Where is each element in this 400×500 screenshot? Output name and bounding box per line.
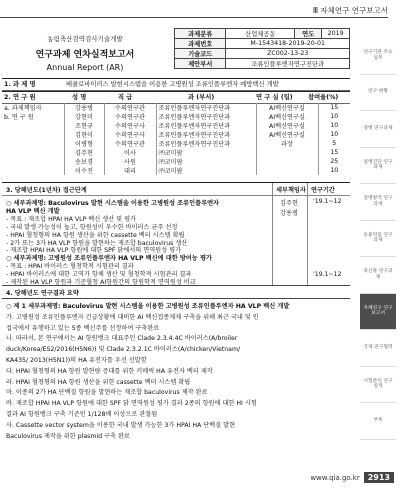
meta-row <box>175 49 350 59</box>
section-3-line: ○ 세부과제명: 고병원성 조류인플루엔자 HA VLP 백신에 대한 방어능 평가 <box>6 255 212 263</box>
staff-dept: 조류인플루엔자연구진단과 <box>156 103 256 112</box>
page-number: 2913 <box>364 472 394 483</box>
section-4-line: 사. Cassette vector system을 이용한 국내 발생 가능한 3가 HPAI HA 단백질 발현 <box>6 421 236 429</box>
staff-pct: 10 <box>330 167 339 174</box>
section-3-line: - 제작된 HA VLP 항원과 기준혈청 AI항원간의 항원학적 면역원성 비교 <box>6 279 196 286</box>
col-dept: 과 (부서) <box>188 94 215 101</box>
responsible-1: 김주현 <box>280 200 298 207</box>
staff-dept: ㈜코미팜 <box>156 148 256 157</box>
staff-row <box>2 103 350 112</box>
staff-table <box>2 103 350 175</box>
meta-value: 조류인플루엔자연구진단과 <box>226 59 350 69</box>
staff-row <box>2 148 350 157</box>
col-responsible: 세부책임자 <box>276 187 306 194</box>
meta-table <box>174 28 350 69</box>
project-title: 배큘로바이러스 발현시스템을 이용한 고병원성 조류인플루엔자 예방백신 개발 <box>66 81 279 88</box>
staff-team: 과장 <box>256 139 318 148</box>
staff-rank: 대리 <box>104 166 156 175</box>
staff-role: a. 과제책임자 <box>2 103 64 112</box>
staff-dept: 조류인플루엔자연구진단과 <box>156 112 256 121</box>
section-4-line: ○ 제 1 세부과제명: Baculovirus 발현 시스템을 이용한 고병원성 조류인플루엔자 HA VLP 백신 개발 <box>6 303 290 310</box>
section-1-bar <box>2 78 350 91</box>
staff-pct: 10 <box>330 113 339 120</box>
staff-team: AI백신연구실 <box>256 130 318 139</box>
staff-rank: 수의연구사 <box>104 121 156 130</box>
section-4-line: duck/Korea/ES2/2016(H5N6)) 및 Clade 2.3.2.1C 바이러스(A/chicken/Vietnam/ <box>6 346 241 354</box>
staff-rank: 수의연구관 <box>104 103 156 112</box>
staff-row <box>2 166 350 175</box>
section-3-line: - 목표 : HPAI 바이러스 혈청학적 시험관리 결과 <box>6 263 134 271</box>
section-4-line: 마. 이종의 2가 HA 단백질 항원을 발현하는 재조합 baculovirus 제작 완료 <box>6 389 208 397</box>
org-name: 농림축산검역검사기술개발 <box>47 35 123 43</box>
staff-rank: 수의연구관 <box>104 112 156 121</box>
meta-label: 과제분류 <box>175 29 226 39</box>
section-3-box <box>2 182 350 286</box>
staff-name: 김현이 <box>64 130 104 139</box>
report-subtitle: Annual Report (AR) <box>46 63 124 72</box>
section-2-label: 2. 연 구 원 <box>4 94 36 101</box>
section-title: Ⅲ 자체연구 연구보고서 <box>312 6 388 15</box>
staff-role <box>2 157 64 166</box>
meta-label: 연도 <box>295 29 322 39</box>
staff-team: AI백신연구실 <box>256 103 318 112</box>
sidebar-item[interactable]: 부록 <box>360 403 396 440</box>
staff-team: AI백신연구실 <box>256 112 318 121</box>
staff-dept: 조류인플루엔자연구진단과 <box>156 130 256 139</box>
staff-role <box>2 148 64 157</box>
page-header <box>0 0 400 22</box>
staff-rank: 수의연구사 <box>104 130 156 139</box>
section-3-line: ○ 세부과제명: Baculovirus 발현 시스템을 이용한 고병원성 조류인플루엔자 <box>6 200 220 207</box>
section-4-line: 결과 AI 항원뱅크 구축 기준인 1/128배 이상으로 관찰됨 <box>6 411 158 418</box>
staff-pct: 5 <box>332 140 337 147</box>
report-title-block <box>10 34 160 72</box>
staff-team <box>256 148 318 157</box>
col-rank: 직 급 <box>118 94 133 101</box>
staff-dept: 조류인플루엔자연구진단과 <box>156 139 256 148</box>
sidebar-item[interactable]: 연구 현황 <box>360 75 396 112</box>
staff-row <box>2 121 350 130</box>
section-4-label: 4. 당해년도 연구결과 요약 <box>6 290 79 297</box>
sidebar-item[interactable]: 시험분석 연구실적 <box>360 367 396 404</box>
meta-row <box>175 39 350 49</box>
responsible-2: 강용병 <box>280 210 298 217</box>
staff-name: 이수진 <box>64 166 104 175</box>
staff-pct: 15 <box>330 149 339 156</box>
staff-dept: ㈜코미팜 <box>156 166 256 175</box>
staff-team: AI백신연구실 <box>256 121 318 130</box>
col-team: 연 구 실 (팀) <box>256 94 293 101</box>
period-1: '19.1~12 <box>313 198 342 205</box>
staff-role: b. 연 구 원 <box>2 112 64 121</box>
staff-row <box>2 139 350 148</box>
sidebar-item[interactable]: 국제 연구협력 <box>360 330 396 367</box>
staff-team <box>256 166 318 175</box>
staff-pct: 10 <box>330 122 339 129</box>
staff-pct: 15 <box>330 104 339 111</box>
section-4-line: 다. HPAI 혈청형의 HA 항원 발현량 증대를 위한 키메릭 HA 유전자 벡터 제작 <box>6 367 213 375</box>
col-pct: 참여율(%) <box>308 94 339 101</box>
section-3-label: 3. 당해년도(1년차) 접근단계 <box>6 187 87 194</box>
staff-name: 김주현 <box>64 148 104 157</box>
staff-row <box>2 130 350 139</box>
staff-pct: 25 <box>330 158 339 165</box>
header-rule <box>0 17 388 18</box>
staff-name: 송보경 <box>64 157 104 166</box>
meta-value: 2019 <box>322 29 350 39</box>
section-3-line: HA VLP 백신 개발 <box>6 207 60 215</box>
section-4-line: Baculovirus 제작을 위한 plasmid 구축 완료 <box>6 432 130 440</box>
section-4-line: 접국에서 유행하고 있는 5종 백신주를 선정하여 구축완료 <box>6 324 160 332</box>
section-3-line: - HPAI 바이러스에 대한 고역가 항체 생산 및 혈청학적 시험관리 결과 <box>6 271 192 279</box>
sidebar-item[interactable]: 축산물 연구과제 <box>360 257 396 294</box>
staff-name: 이병형 <box>64 139 104 148</box>
meta-row <box>175 59 350 69</box>
staff-role <box>2 139 64 148</box>
chapter-sidebar <box>360 38 396 440</box>
staff-name: 강현미 <box>64 112 104 121</box>
section-3-line: - 목표 : 재조합 HPAI HA VLP 백신 생산 및 평가 <box>6 215 137 223</box>
staff-rank: 이사 <box>104 148 156 157</box>
meta-value: M-1543418-2019-20-01 <box>226 39 350 49</box>
staff-role <box>2 121 64 130</box>
section-4-line: 나. 따라서, 본 연구에서는 AI 항원뱅크 대표주인 Clade 2.3.4.4C 바이러스(A/broiler <box>6 335 238 343</box>
staff-row <box>2 112 350 121</box>
sidebar-item[interactable]: 질병방역 연구과제 <box>360 184 396 221</box>
sidebar-item[interactable]: 연구기관 주요업무 <box>360 38 396 75</box>
section-4-line: 바. 재조합 HPAI HA VLP 항원에 대한 SPF 닭 면역원성 평가 결과 2종의 항원에 대한 HI 시험 <box>6 400 257 408</box>
sidebar-item[interactable]: 질병진단 연구과제 <box>360 148 396 185</box>
col-name: 성 명 <box>72 94 87 101</box>
staff-name: 강용병 <box>64 103 104 112</box>
section-3-line: - 국내 발생 가능성이 높고, 항원성이 우수한 바이러스 균주 선정 <box>6 223 178 231</box>
staff-row <box>2 157 350 166</box>
sidebar-item[interactable]: 질병 연구과제 <box>360 111 396 148</box>
staff-role <box>2 166 64 175</box>
meta-label: 기술코드 <box>175 49 226 59</box>
section-1-label: 1. 과 제 명 <box>4 81 36 88</box>
meta-label: 제안부서 <box>175 59 226 69</box>
page-footer <box>310 472 394 483</box>
meta-label: 과제번호 <box>175 39 226 49</box>
report-title: 연구과제 연차실적보고서 <box>35 50 135 60</box>
section-4-line: 라. HPAI 혈청형의 HA 항원 생산을 위한 cassette 벡터 시스템 확립 <box>6 378 191 386</box>
col-period: 연구기간 <box>311 187 335 194</box>
sidebar-item[interactable]: 동물약품 연구과제 <box>360 221 396 258</box>
staff-team <box>256 157 318 166</box>
section-3-line: - 2가 또는 3가 HA VLP 항원을 발현하는 재조합 baculovirus 생산 <box>6 239 188 247</box>
staff-pct: 10 <box>330 131 339 138</box>
staff-role <box>2 130 64 139</box>
staff-dept: 조류인플루엔자연구진단과 <box>156 121 256 130</box>
meta-value: ZC002-13-23 <box>226 49 350 59</box>
staff-rank: 수의연구관 <box>104 139 156 148</box>
site-url: www.qia.go.kr <box>310 473 360 482</box>
meta-row <box>175 29 350 39</box>
sidebar-item[interactable]: 자체연구 연구보고서 <box>360 294 396 331</box>
section-4-line: 가. 고병원성 조류인플루엔자 긴급상황에 대비한 AI 백신접종제제 구축을 위해 최근 국내 및 인 <box>6 313 259 321</box>
period-2: '19.1~12 <box>313 271 342 278</box>
meta-value: 산업체공동 <box>226 29 295 39</box>
section-3-line: - HPAI 혈청형의 HA 항원 생산을 위한 cassette 벡터 시스템 확립 <box>6 231 185 239</box>
section-3-line: - 재조합 HPAI HA VLP 항원에 대한 SPF 닭에서의 면역원성 평가 <box>6 247 182 255</box>
staff-name: 조현규 <box>64 121 104 130</box>
staff-rank: 사원 <box>104 157 156 166</box>
section-4-line: KA435/ 2013(H5N1))의 HA 유전자를 우선 선발함 <box>6 357 147 364</box>
staff-dept: ㈜코미팜 <box>156 157 256 166</box>
